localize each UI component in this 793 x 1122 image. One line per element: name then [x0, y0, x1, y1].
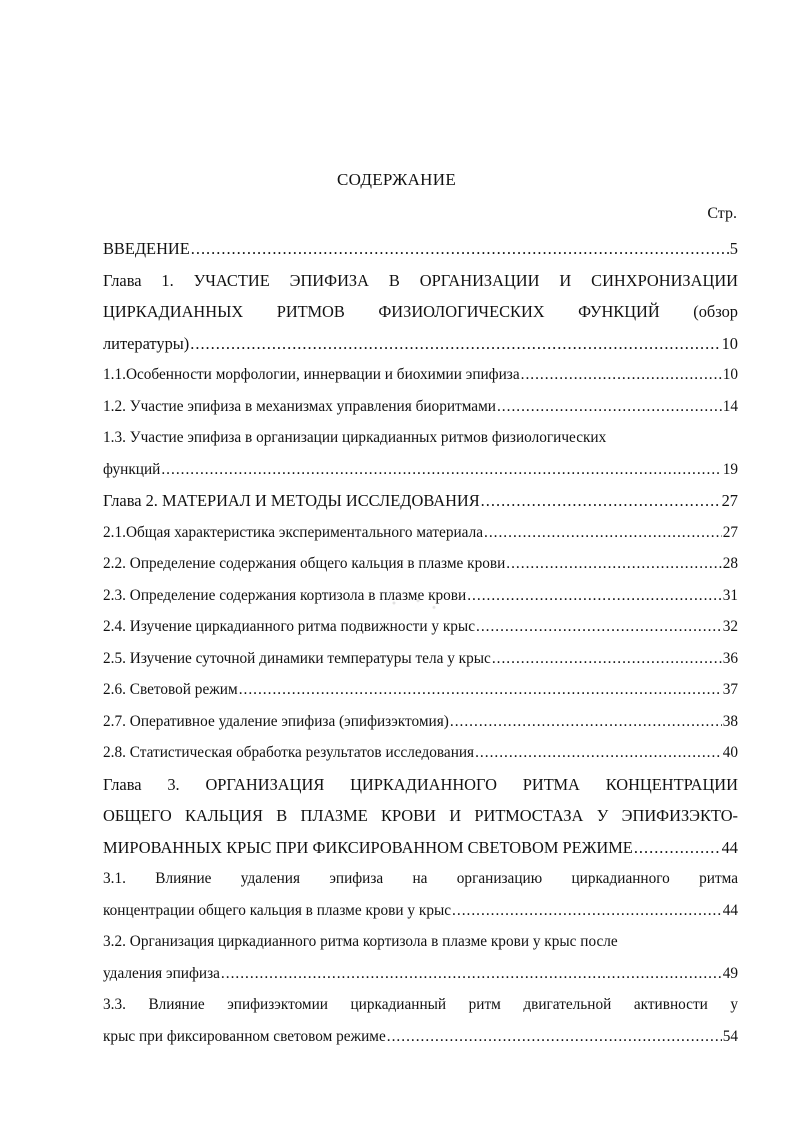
dot-leader: [452, 895, 722, 927]
toc-entry-text: 2.5. Изучение суточной динамики температуры тела у крыс: [103, 649, 491, 667]
page-title: СОДЕРЖАНИЕ: [336, 170, 457, 189]
toc-entry-text: 2.8. Статистическая обработка результатов исследования: [103, 744, 475, 761]
toc-line: [103, 517, 738, 549]
toc-entry-text: ОБЩЕГО КАЛЬЦИЯ В ПЛАЗМЕ КРОВИ И РИТМОСТАЗА У ЭПИФИЗЭКТО-: [103, 806, 738, 825]
toc-line: [103, 958, 738, 990]
toc-entry-text: 2.1.Общая характеристика экспериментального материала: [103, 523, 483, 541]
toc-entry-text: 1.1.Особенности морфологии, иннервации и биохимии эпифиза: [103, 366, 520, 383]
dot-leader: [476, 611, 722, 643]
dot-leader: [221, 958, 722, 990]
toc-page-number: 49: [722, 964, 738, 982]
toc-page-number: 27: [721, 491, 738, 510]
toc-line: [103, 391, 738, 423]
dot-leader: [475, 737, 722, 769]
toc-page-number: 14: [722, 397, 738, 415]
toc-entry-text: крыс при фиксированном световом режиме: [103, 1027, 386, 1045]
table-of-contents: [103, 233, 738, 1052]
toc-entry-text: 3.1. Влияние удаления эпифиза на организацию циркадианного ритма: [103, 870, 738, 887]
dot-leader: [497, 391, 722, 423]
toc-page-number: 36: [722, 649, 738, 667]
toc-line: [103, 485, 738, 517]
toc-entry-text: концентрации общего кальция в плазме крови у крыс: [103, 901, 452, 919]
toc-line: [103, 832, 738, 864]
toc-entry-text: 1.3. Участие эпифиза в организации циркадианных ритмов физиологических: [103, 429, 607, 446]
dot-leader: [634, 832, 721, 864]
toc-line: [103, 895, 738, 927]
toc-entry-text: МИРОВАННЫХ КРЫС ПРИ ФИКСИРОВАННОМ СВЕТОВОМ РЕЖИМЕ: [103, 837, 633, 857]
toc-page-number: 5: [729, 239, 738, 258]
toc-entry-text: 3.3. Влияние эпифизэктомии циркадианный ритм двигательной активности у: [103, 996, 738, 1013]
toc-line: [103, 580, 738, 612]
toc-line: [103, 1021, 738, 1053]
toc-entry-text: Глава 1. УЧАСТИЕ ЭПИФИЗА В ОРГАНИЗАЦИИ И СИНХРОНИЗАЦИИ: [103, 270, 738, 290]
toc-page-number: 27: [722, 523, 738, 541]
toc-entry-text: ЦИРКАДИАННЫХ РИТМОВ ФИЗИОЛОГИЧЕСКИХ ФУНКЦИЙ (обзор: [103, 302, 738, 321]
toc-entry-text: 2.3. Определение содержания кортизола в плазме крови: [103, 586, 467, 604]
dot-leader: [481, 485, 721, 517]
toc-entry-text: функций: [103, 460, 161, 478]
toc-line: [103, 359, 738, 391]
page-column-label: Стр.: [707, 205, 737, 222]
dot-leader: [239, 674, 722, 706]
toc-entry-text: удаления эпифиза: [103, 964, 220, 982]
toc-line: [103, 706, 738, 738]
dot-leader: [191, 233, 729, 265]
toc-line: [103, 233, 738, 265]
toc-page-number: 19: [722, 460, 738, 478]
toc-entry-text: 2.7. Оперативное удаление эпифиза (эпифизэктомия): [103, 712, 449, 730]
toc-line: [103, 548, 738, 580]
toc-entry-text: ВВЕДЕНИЕ: [103, 239, 190, 258]
toc-line: [103, 643, 738, 675]
toc-line: [103, 611, 738, 643]
dot-leader: [161, 454, 721, 486]
dot-leader: [492, 643, 722, 675]
toc-line: [103, 454, 738, 486]
dot-leader: [190, 328, 720, 360]
toc-entry-text: литературы): [103, 333, 190, 353]
toc-line: [103, 737, 738, 769]
toc-entry-text: 2.2. Определение содержания общего кальция в плазме крови: [103, 555, 506, 572]
toc-page-number: 28: [722, 555, 738, 572]
toc-page-number: 31: [722, 586, 738, 604]
dot-leader: [387, 1021, 722, 1053]
toc-page-number: 54: [722, 1027, 738, 1045]
toc-line: [103, 328, 738, 360]
toc-page-number: 10: [721, 333, 738, 353]
toc-page-number: 44: [721, 837, 738, 857]
dot-leader: [506, 548, 721, 580]
toc-entry-text: 1.2. Участие эпифиза в механизмах управления биоритмами: [103, 397, 496, 415]
toc-page-number: 44: [722, 901, 738, 919]
toc-page-number: 40: [722, 744, 738, 761]
dot-leader: [484, 517, 722, 549]
toc-entry-text: 2.4. Изучение циркадианного ритма подвижности у крыс: [103, 618, 475, 635]
toc-entry-text: 2.6. Световой режим: [103, 681, 238, 698]
toc-page-number: 37: [722, 681, 738, 698]
toc-entry-text: Глава 2. МАТЕРИАЛ И МЕТОДЫ ИССЛЕДОВАНИЯ: [103, 491, 480, 510]
toc-page-number: 10: [722, 366, 738, 383]
dot-leader: [450, 706, 722, 738]
toc-entry-text: 3.2. Организация циркадианного ритма кортизола в плазме крови у крыс после: [103, 933, 618, 950]
dot-leader: [467, 580, 721, 612]
dot-leader: [521, 359, 722, 391]
toc-line: [103, 674, 738, 706]
toc-page-number: 38: [722, 712, 738, 730]
toc-entry-text: Глава 3. ОРГАНИЗАЦИЯ ЦИРКАДИАННОГО РИТМА КОНЦЕНТРАЦИИ: [103, 774, 738, 794]
toc-page-number: 32: [722, 618, 738, 635]
